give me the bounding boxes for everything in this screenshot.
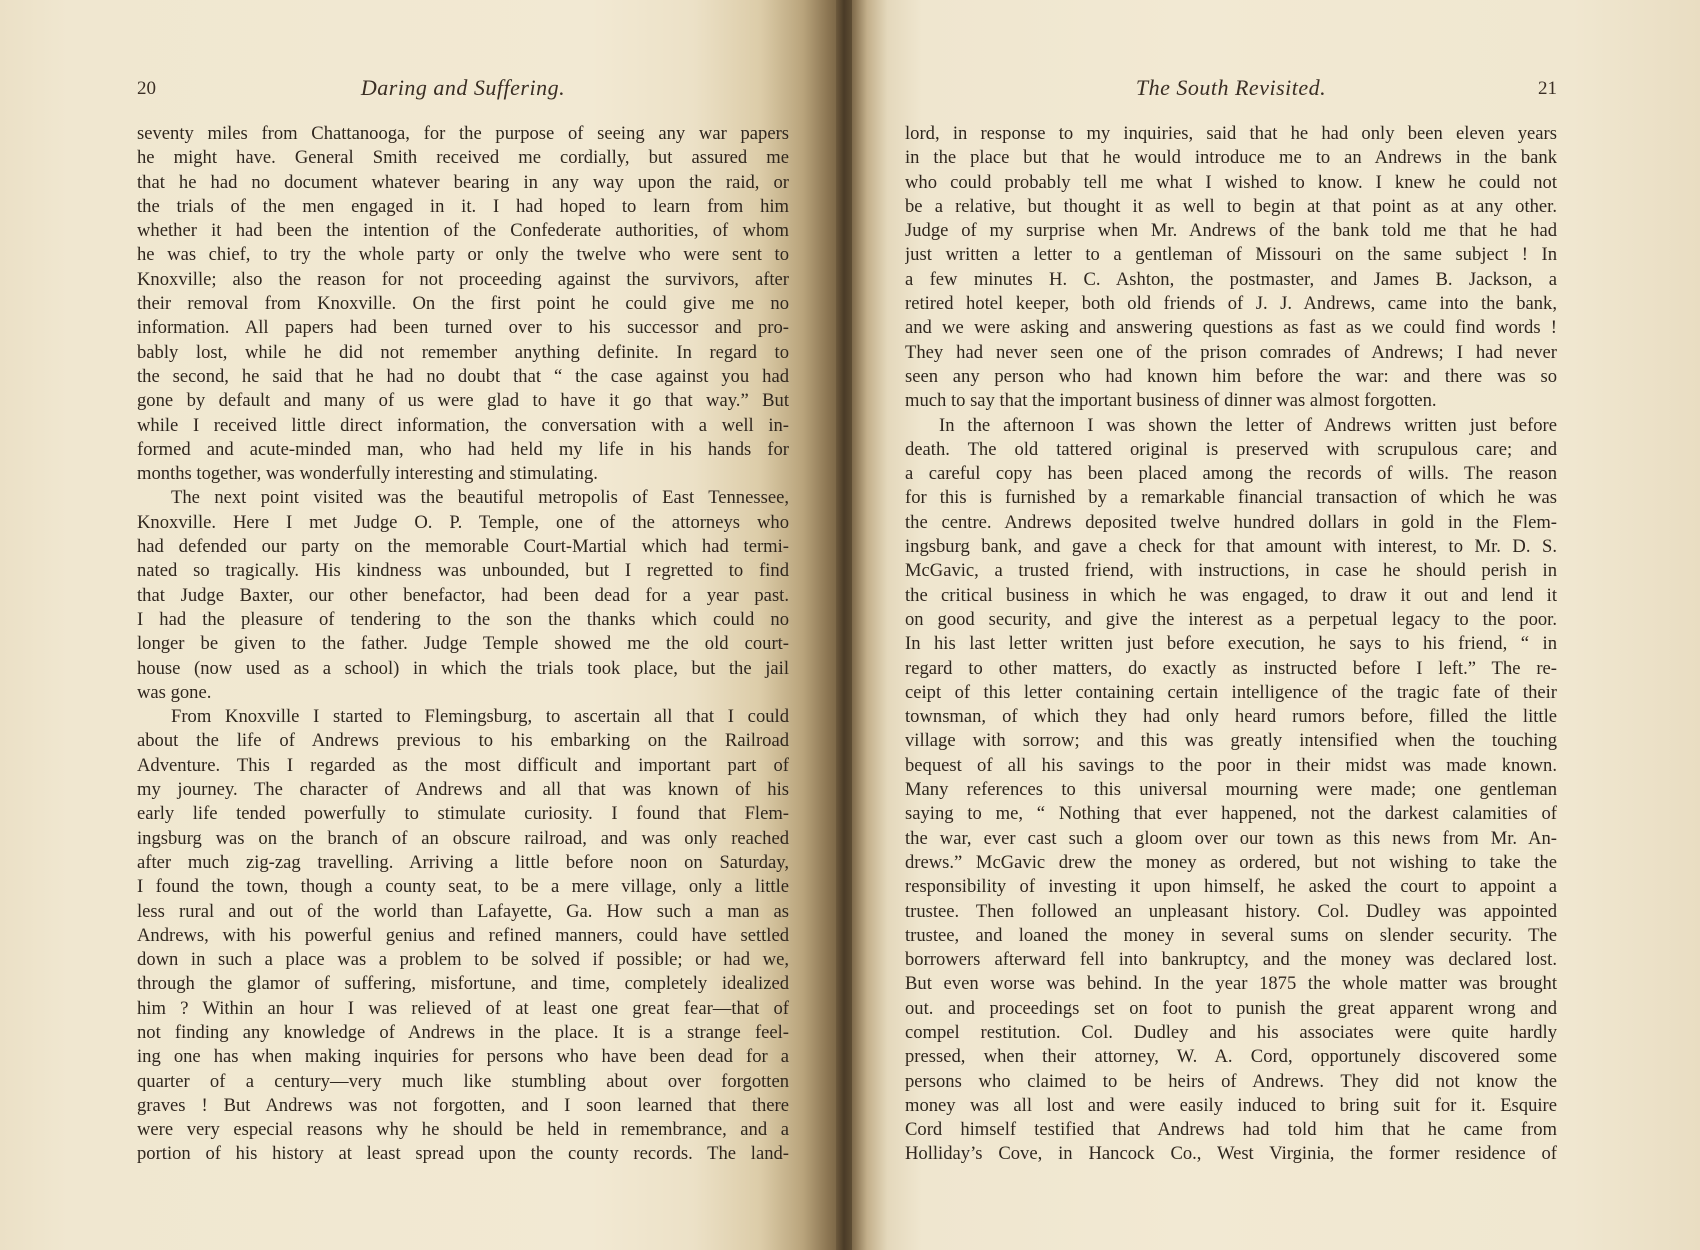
text-line: But even worse was behind. In the year 1875 the whole matter was brought <box>905 973 1557 995</box>
text-line: about the life of Andrews previous to his embarking on the Railroad <box>137 730 789 752</box>
text-line: Knoxville. Here I met Judge O. P. Temple, one of the attorneys who <box>137 511 789 533</box>
text-line: money was all lost and were easily induced to bring suit for it. Esquire <box>905 1094 1557 1116</box>
text-line: was gone. <box>137 681 212 703</box>
text-line: portion of his history at least spread upon the county records. The land- <box>137 1143 789 1165</box>
book-gutter <box>836 0 852 1250</box>
text-line: ceipt of this letter containing certain intelligence of the tragic fate of their <box>905 681 1557 703</box>
text-line: persons who claimed to be heirs of Andrews. They did not know the <box>905 1070 1557 1092</box>
text-line: him ? Within an hour I was relieved of at least one great fear—that of <box>137 997 789 1019</box>
text-line: that he had no document whatever bearing in any way upon the raid, or <box>137 171 789 193</box>
text-line: he was chief, to try the whole party or only the twelve who were sent to <box>137 244 789 266</box>
text-line: I had the pleasure of tendering to the son the thanks which could no <box>137 608 789 630</box>
text-line: seventy miles from Chattanooga, for the purpose of seeing any war papers <box>137 123 789 144</box>
text-line: that Judge Baxter, our other benefactor, had been dead for a year past. <box>137 584 789 606</box>
text-line: in the place but that he would introduce me to an Andrews in the bank <box>905 147 1557 169</box>
text-line: the centre. Andrews deposited twelve hundred dollars in gold in the Flem- <box>905 511 1557 533</box>
text-line: the critical business in which he was engaged, to draw it out and lend it <box>905 584 1557 606</box>
text-line: their removal from Knoxville. On the first point he could give me no <box>137 293 789 315</box>
text-line: after much zig-zag travelling. Arriving a little before noon on Saturday, <box>137 851 789 873</box>
text-line: townsman, of which they had only heard rumors before, filled the little <box>905 706 1557 728</box>
text-line: just written a letter to a gentleman of Missouri on the same subject ! In <box>905 244 1557 266</box>
text-line: They had never seen one of the prison comrades of Andrews; I had never <box>905 341 1557 363</box>
text-line: months together, was wonderfully interesting and stimulating. <box>137 463 598 485</box>
text-line: Knoxville; also the reason for not proceeding against the survivors, after <box>137 268 789 290</box>
text-line: borrowers afterward fell into bankruptcy, and the money was declared lost. <box>905 949 1557 971</box>
text-line: Andrews, with his powerful genius and refined manners, could have settled <box>137 924 789 946</box>
text-line: gone by default and many of us were glad to have it go that way.” But <box>137 390 789 412</box>
text-line: had defended our party on the memorable Court-Martial which had termi- <box>137 536 789 558</box>
text-line: ing one has when making inquiries for persons who have been dead for a <box>137 1046 789 1068</box>
text-line: pressed, when their attorney, W. A. Cord, opportunely discovered some <box>905 1046 1557 1068</box>
right-running-head: The South Revisited. <box>1135 75 1327 100</box>
text-line: village with sorrow; and this was greatly intensified when the touching <box>905 730 1557 752</box>
text-line: the second, he said that he had no doubt that “ the case against you had <box>137 365 789 387</box>
text-line: while I received little direct information, the conversation with a well in- <box>137 414 789 436</box>
text-line: house (now used as a school) in which the trials took place, but the jail <box>137 657 789 679</box>
text-line: bequest of all his savings to the poor in their midst was made known. <box>905 754 1557 776</box>
text-line: saying to me, “ Nothing that ever happened, not the darkest calamities of <box>905 803 1557 825</box>
text-line: formed and acute-minded man, who had held my life in his hands for <box>137 438 789 460</box>
text-line: down in such a place was a problem to be solved if possible; or had we, <box>137 949 789 971</box>
right-page-body <box>905 122 1557 1167</box>
text-line: ingsburg was on the branch of an obscure railroad, and was only reached <box>137 827 789 849</box>
text-line: the war, ever cast such a gloom over our town as this news from Mr. An- <box>905 827 1557 849</box>
text-line: for this is furnished by a remarkable financial transaction of which he was <box>905 487 1557 509</box>
text-line: and we were asking and answering questions as fast as we could find words ! <box>905 317 1557 339</box>
text-line: trustee, and loaned the money in several sums on slender security. The <box>905 924 1557 946</box>
text-line: a few minutes H. C. Ashton, the postmaster, and James B. Jackson, a <box>905 268 1557 290</box>
text-line: In the afternoon I was shown the letter of Andrews written just before <box>939 414 1557 436</box>
text-line: trustee. Then followed an unpleasant history. Col. Dudley was appointed <box>905 900 1557 922</box>
text-line: retired hotel keeper, both old friends of J. J. Andrews, came into the bank, <box>905 293 1557 315</box>
text-line: much to say that the important business of dinner was almost forgotten. <box>905 390 1437 412</box>
text-line: Many references to this universal mourning were made; one gentleman <box>905 779 1557 801</box>
text-line: out. and proceedings set on foot to punish the great apparent wrong and <box>905 997 1557 1019</box>
text-line: I found the town, though a county seat, to be a mere village, only a little <box>137 876 789 898</box>
text-line: information. All papers had been turned over to his successor and pro- <box>137 317 789 339</box>
text-line: the trials of the men engaged in it. I had hoped to learn from him <box>137 195 789 217</box>
text-line: a careful copy has been placed among the records of wills. The reason <box>905 463 1557 485</box>
text-line: whether it had been the intention of the Confederate authorities, of whom <box>137 220 789 242</box>
text-line: less rural and out of the world than Lafayette, Ga. How such a man as <box>137 900 789 922</box>
text-line: responsibility of investing it upon himself, he asked the court to appoint a <box>905 876 1557 898</box>
text-line: ingsburg bank, and gave a check for that amount with interest, to Mr. D. S. <box>905 536 1557 558</box>
text-line: Cord himself testified that Andrews had told him that he came from <box>905 1119 1557 1141</box>
text-line: compel restitution. Col. Dudley and his associates were quite hardly <box>905 1021 1557 1043</box>
text-line: Adventure. This I regarded as the most difficult and important part of <box>137 754 789 776</box>
left-page-header <box>137 75 789 108</box>
right-page-number: 21 <box>1538 78 1557 99</box>
text-line: graves ! But Andrews was not forgotten, and I soon learned that there <box>137 1094 789 1116</box>
text-line: In his last letter written just before execution, he says to his friend, “ in <box>905 633 1557 655</box>
text-line: who could probably tell me what I wished to know. I knew he could not <box>905 171 1557 193</box>
text-line: The next point visited was the beautiful metropolis of East Tennessee, <box>171 487 789 509</box>
text-line: McGavic, a trusted friend, with instructions, in case he should perish in <box>905 560 1557 582</box>
text-line: longer be given to the father. Judge Temple showed me the old court- <box>137 633 789 655</box>
text-line: bably lost, while he did not remember anything definite. In regard to <box>137 341 789 363</box>
text-line: Judge of my surprise when Mr. Andrews of the bank told me that he had <box>905 220 1557 242</box>
left-page-number: 20 <box>137 78 156 99</box>
left-running-head: Daring and Suffering. <box>360 75 566 100</box>
text-line: he might have. General Smith received me cordially, but assured me <box>137 147 789 169</box>
left-page <box>0 0 845 1250</box>
text-line: Holliday’s Cove, in Hancock Co., West Virginia, the former residence of <box>905 1143 1557 1165</box>
text-line: From Knoxville I started to Flemingsburg, to ascertain all that I could <box>171 706 789 728</box>
right-page <box>845 0 1700 1250</box>
text-line: drews.” McGavic drew the money as ordered, but not wishing to take the <box>905 851 1557 873</box>
text-line: early life tended powerfully to stimulate curiosity. I found that Flem- <box>137 803 789 825</box>
text-line: be a relative, but thought it as well to begin at that point as at any other. <box>905 195 1557 217</box>
text-line: on good security, and give the interest as a perpetual legacy to the poor. <box>905 608 1557 630</box>
text-line: seen any person who had known him before the war: and there was so <box>905 365 1557 387</box>
text-line: through the glamor of suffering, misfortune, and time, completely idealized <box>137 973 789 995</box>
text-line: quarter of a century—very much like stumbling about over forgotten <box>137 1070 789 1092</box>
text-line: regard to other matters, do exactly as instructed before I left.” The re- <box>905 657 1557 679</box>
text-line: death. The old tattered original is preserved with scrupulous care; and <box>905 438 1557 460</box>
text-line: nated so tragically. His kindness was unbounded, but I regretted to find <box>137 560 789 582</box>
text-line: lord, in response to my inquiries, said that he had only been eleven years <box>905 123 1557 144</box>
text-line: my journey. The character of Andrews and all that was known of his <box>137 779 789 801</box>
left-page-body <box>137 122 789 1167</box>
right-page-header <box>905 75 1557 108</box>
text-line: not finding any knowledge of Andrews in the place. It is a strange feel- <box>137 1021 789 1043</box>
text-line: were very especial reasons why he should be held in remembrance, and a <box>137 1119 789 1141</box>
